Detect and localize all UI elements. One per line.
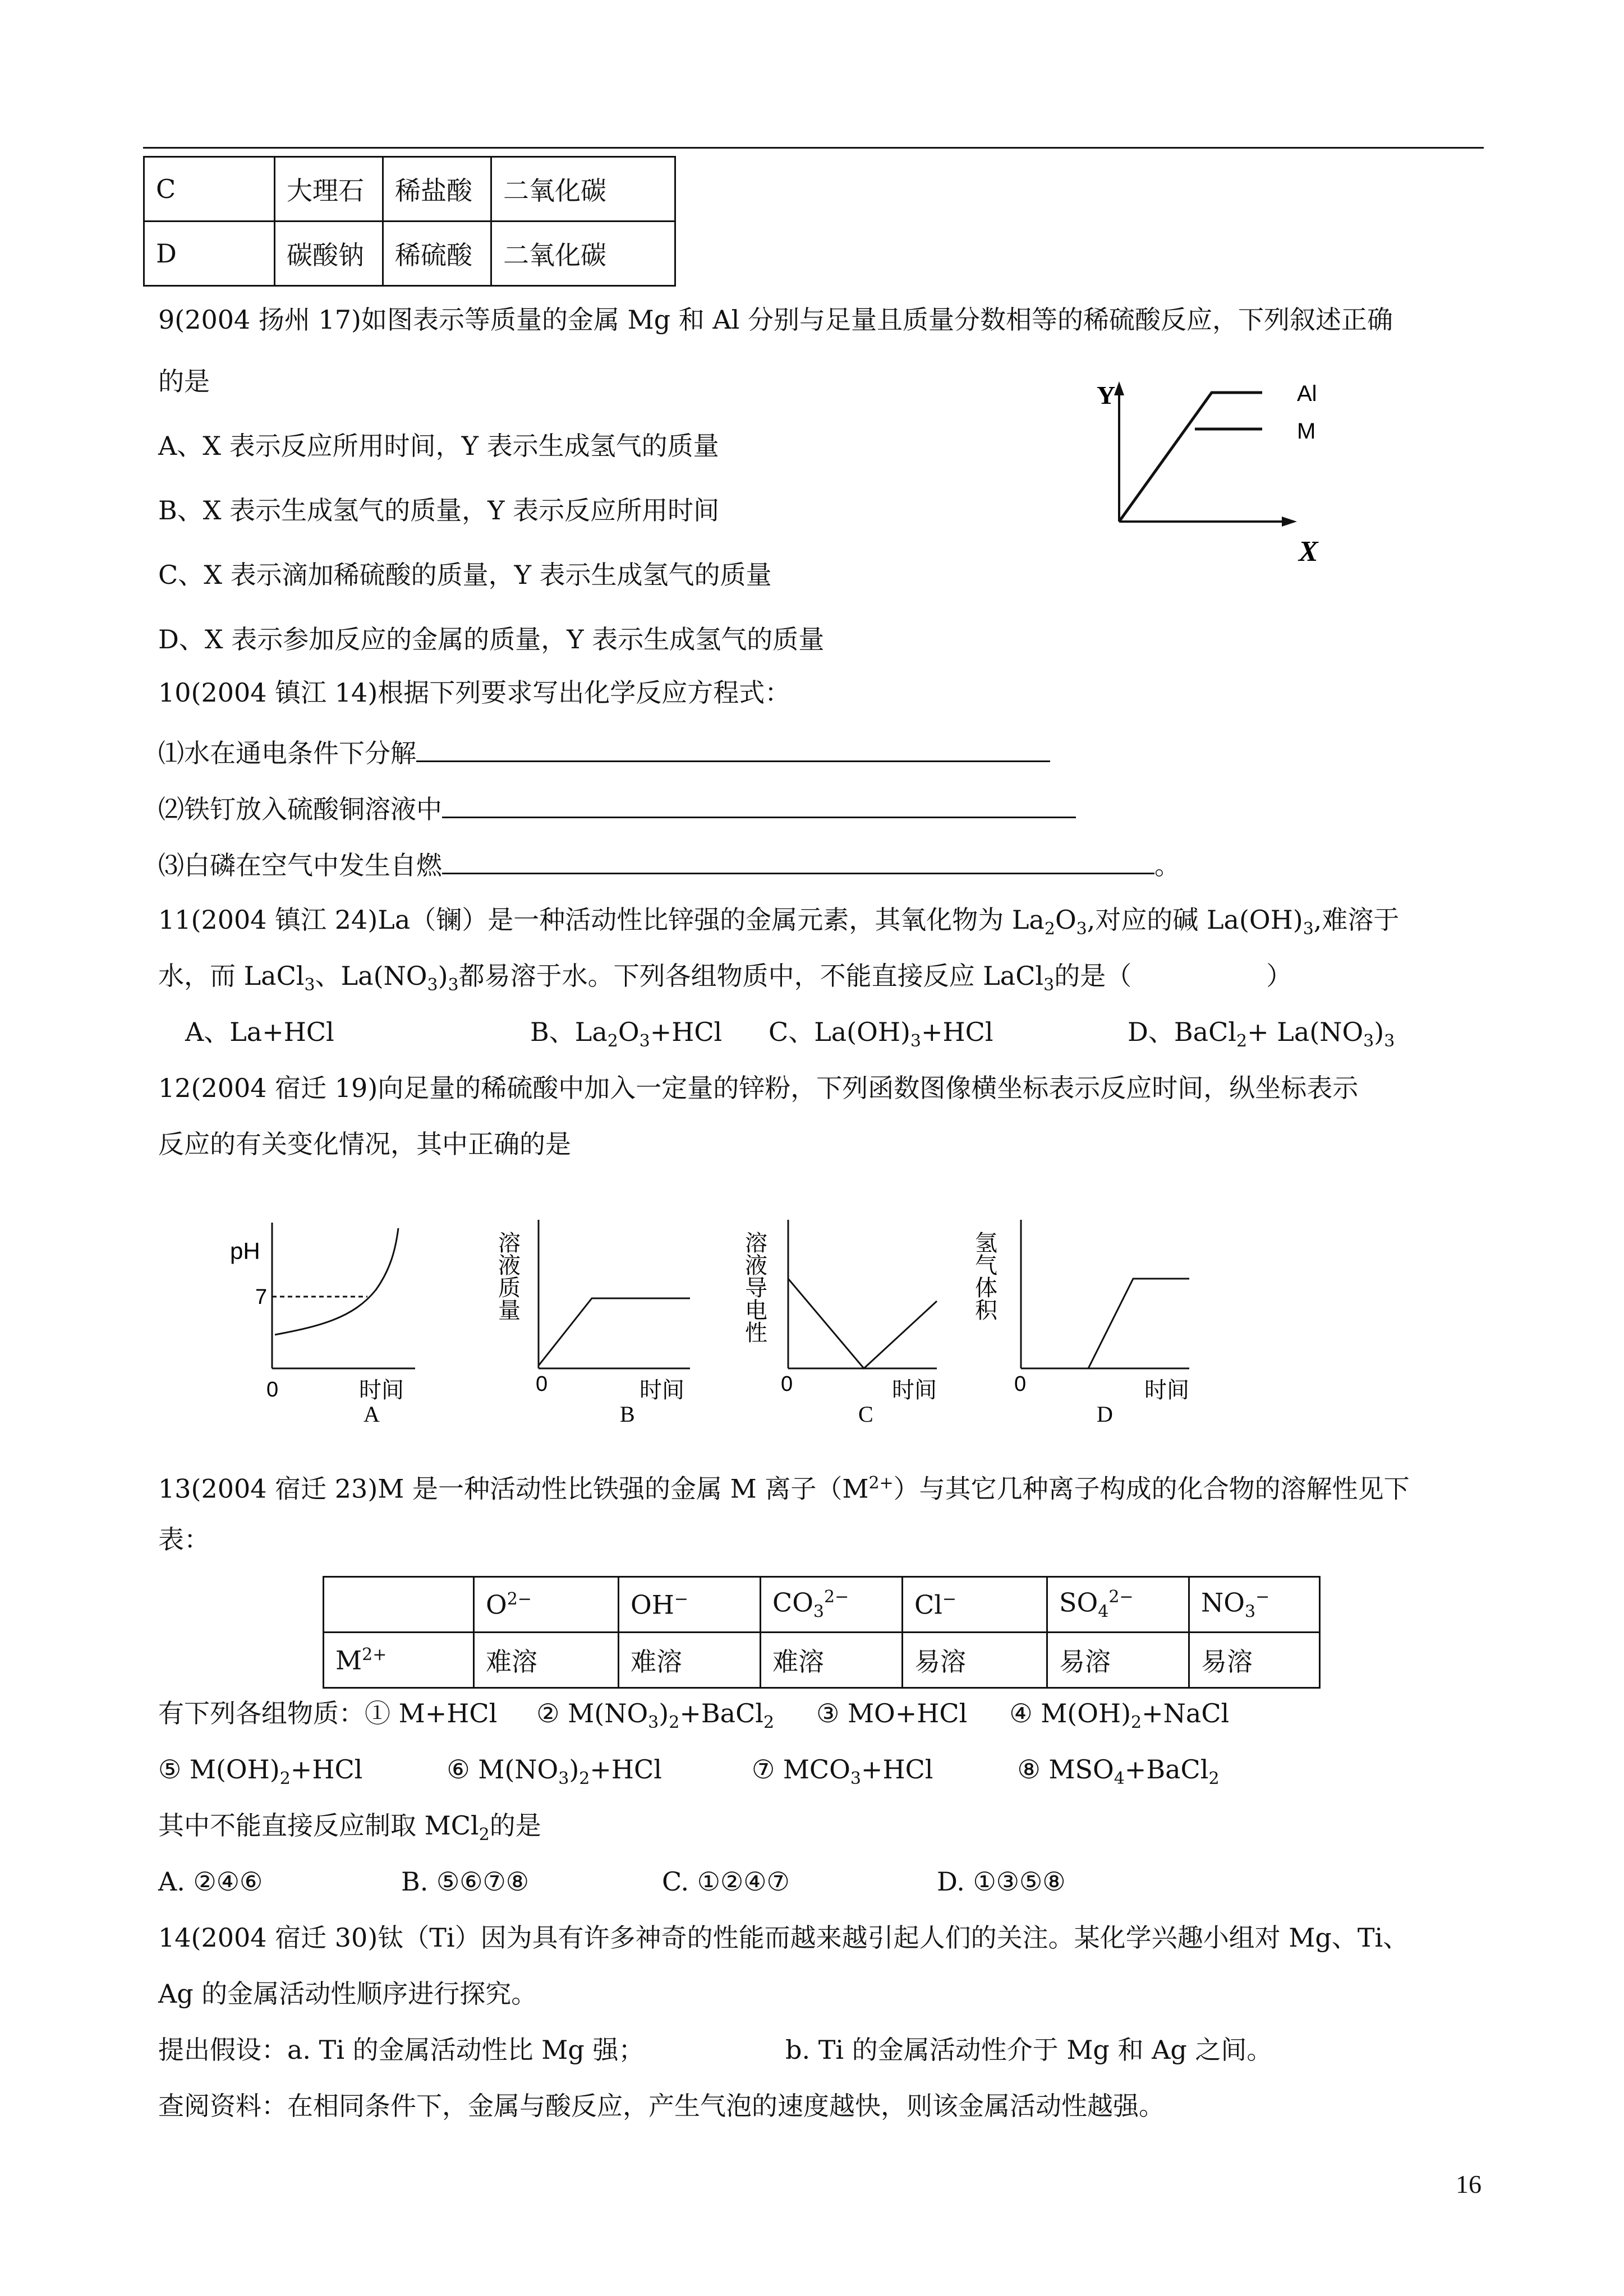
q9-graph-x-label: X (1299, 536, 1318, 568)
q9-option-d: D、X 表示参加反应的金属的质量，Y 表示生成氢气的质量 (158, 624, 825, 654)
q14-reference: 查阅资料：在相同条件下，金属与酸反应，产生气泡的速度越快，则该金属活动性越强。 (158, 2091, 1165, 2121)
q9-option-c: C、X 表示滴加稀硫酸的质量，Y 表示生成氢气的质量 (158, 560, 772, 590)
q11-option-c: C、$La(OH)_3+HCl$ (769, 1017, 993, 1052)
q11-stem-line2: 水，而 LaCl$_3$、$La(NO_3)_3$都易溶于水。下列各组物质中，不能直接反应 LaCl$_3$的是（ ） (158, 961, 1292, 995)
q12d-origin: 0 (1014, 1372, 1027, 1396)
q12c-letter: C (858, 1401, 873, 1427)
q12-graph-a (224, 1206, 438, 1430)
q13-list-line1: 有下列各组物质：① M+HCl ② $M(NO_3)_2+BaCl_2$ ③ MO+HCl ④ $M(OH)_2+NaCl$ (158, 1698, 1230, 1733)
q9-stem-line2: 的是 (158, 366, 210, 397)
table-row (144, 157, 675, 222)
q9-option-b: B、X 表示生成氢气的质量，Y 表示反应所用时间 (158, 495, 720, 525)
q13-option-a: A. ②④⑥ (158, 1866, 263, 1897)
q12d-letter: D (1097, 1401, 1113, 1427)
q11-option-d: D、BaCl$_2$+ $La(NO_3)_3$ (1128, 1017, 1395, 1052)
table-cell: Cl− (903, 1577, 1047, 1633)
table-cell: OH− (619, 1577, 761, 1633)
table-cell: 易溶 (1047, 1633, 1189, 1688)
q9-graph-y-label: Y (1097, 381, 1116, 409)
q12c-origin: 0 (781, 1372, 793, 1396)
q12d-x-label: 时间 (1144, 1377, 1189, 1403)
header-rule (143, 147, 1484, 149)
q13-stem-line1: 13(2004 宿迁 23)M 是一种活动性比铁强的金属 M 离子$(M^{2+})$与其它几种离子构成的化合物的溶解性见下 (158, 1473, 1410, 1504)
q12a-y-label: pH (230, 1238, 260, 1264)
q12b-origin: 0 (536, 1372, 548, 1396)
q12b-y-label: 溶液质量 (495, 1231, 521, 1321)
q12-graph-c (742, 1206, 982, 1430)
top-table (143, 156, 676, 287)
q14-stem-line1: 14(2004 宿迁 30)钛（Ti）因为具有许多神奇的性能而越来越引起人们的关注。某化学兴趣小组对 Mg、Ti、 (158, 1922, 1409, 1953)
table-cell: 碳酸钠 (275, 222, 383, 286)
table-cell: 大理石 (275, 157, 383, 222)
table-cell (324, 1577, 474, 1633)
q12-graph-b (495, 1206, 735, 1430)
table-cell: D (144, 222, 275, 286)
table-cell: 难溶 (619, 1633, 761, 1688)
q10-item-1: ⑴水在通电条件下分解 (158, 735, 1050, 770)
table-cell: 二氧化碳 (491, 157, 675, 222)
q9-graph-series-mg: M (1297, 419, 1316, 444)
q13-option-b: B. ⑤⑥⑦⑧ (401, 1866, 530, 1897)
q11-option-a: A、La+HCl (185, 1017, 334, 1047)
table-row (324, 1577, 1320, 1633)
table-cell: 二氧化碳 (491, 222, 675, 286)
q9-graph (1088, 370, 1341, 578)
q13-question: 其中不能直接反应制取 MCl$_2$的是 (158, 1810, 541, 1845)
q12b-x-label: 时间 (640, 1377, 684, 1403)
table-cell: $SO_4^{2-}$ (1047, 1577, 1189, 1633)
q13-option-d: D. ①③⑤⑧ (937, 1866, 1066, 1897)
table-row (144, 222, 675, 286)
table-cell: $CO_3^{2-}$ (761, 1577, 903, 1633)
table-row (324, 1633, 1320, 1688)
q12a-x-label: 时间 (359, 1377, 404, 1403)
q9-graph-series-al: Al (1297, 381, 1317, 406)
q12-stem-line1: 12(2004 宿迁 19)向足量的稀硫酸中加入一定量的锌粉，下列函数图像横坐标表示反应时间，纵坐标表示 (158, 1073, 1359, 1103)
table-cell: 难溶 (761, 1633, 903, 1688)
q12a-origin: 0 (266, 1378, 279, 1401)
q12a-tick-7: 7 (255, 1285, 268, 1309)
q10-stem: 10(2004 镇江 14)根据下列要求写出化学反应方程式： (158, 677, 791, 708)
table-cell: 易溶 (903, 1633, 1047, 1688)
q12d-y-label: 氢气体积 (972, 1231, 997, 1321)
q10-item-3: ⑶白磷在空气中发生自燃 。 (158, 847, 1180, 882)
table-cell: $NO_3^-$ (1189, 1577, 1320, 1633)
q12-graph-d (972, 1206, 1234, 1430)
table-cell: 易溶 (1189, 1633, 1320, 1688)
q12a-letter: A (364, 1401, 380, 1427)
q12c-y-label: 溶液导电性 (742, 1231, 767, 1343)
q12b-letter: B (620, 1401, 635, 1427)
table-cell: 稀盐酸 (383, 157, 491, 222)
q12-stem-line2: 反应的有关变化情况，其中正确的是 (158, 1129, 571, 1159)
q13-solubility-table (323, 1576, 1321, 1689)
q14-stem-line2: Ag 的金属活动性顺序进行探究。 (158, 1979, 537, 2009)
q9-option-a: A、X 表示反应所用时间，Y 表示生成氢气的质量 (158, 431, 719, 461)
table-cell: C (144, 157, 275, 222)
q11-stem-line1: 11(2004 镇江 24)La（镧）是一种活动性比锌强的金属元素，其氧化物为 $La_2O_3$,对应的碱 $La(OH)_3$,难溶于 (158, 905, 1400, 939)
q13-option-c: C. ①②④⑦ (662, 1866, 790, 1897)
table-cell: $O^{2-}$ (474, 1577, 619, 1633)
q13-stem-line2: 表： (158, 1524, 210, 1555)
q13-list-line2: ⑤ $M(OH)_2+HCl$ ⑥ $M(NO_3)_2+HCl$ ⑦ $MCO_3+HCl$ ⑧ $MSO_4+BaCl_2$ (158, 1754, 1220, 1789)
q11-option-b: B、$La_2O_3+HCl$ (530, 1017, 723, 1052)
q12c-x-label: 时间 (892, 1377, 937, 1403)
table-cell: 难溶 (474, 1633, 619, 1688)
table-cell: 稀硫酸 (383, 222, 491, 286)
q9-stem-line1: 9(2004 扬州 17)如图表示等质量的金属 Mg 和 Al 分别与足量且质量分数相等的稀硫酸反应，下列叙述正确 (158, 305, 1393, 335)
q14-hypothesis-b: b. Ti 的金属活动性介于 Mg 和 Ag 之间。 (785, 2035, 1273, 2065)
table-cell: $M^{2+}$ (324, 1633, 474, 1688)
q14-hypothesis-a: 提出假设：a. Ti 的金属活动性比 Mg 强； (158, 2035, 645, 2065)
q10-item-2: ⑵铁钉放入硫酸铜溶液中 (158, 791, 1076, 826)
page-number: 16 (1456, 2170, 1482, 2198)
